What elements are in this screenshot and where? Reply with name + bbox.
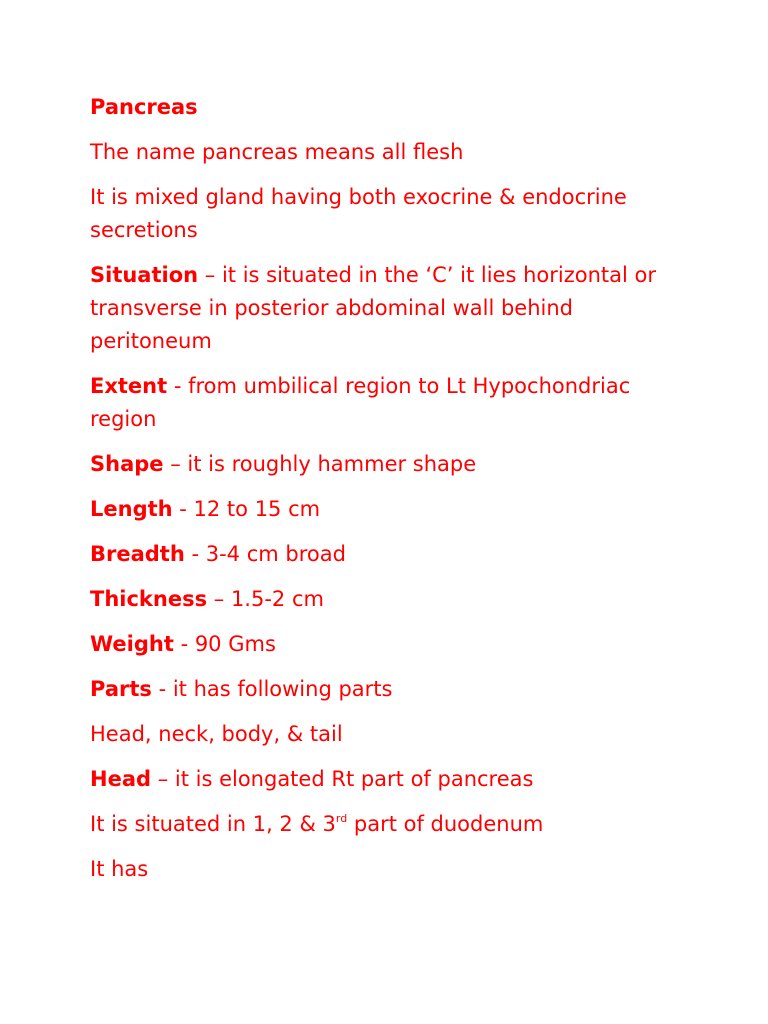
- shape-label: Shape: [90, 452, 164, 476]
- document-title: Pancreas: [90, 95, 198, 119]
- parts-text: - it has following parts: [151, 677, 393, 701]
- head-label: Head: [90, 767, 152, 791]
- weight-text: - 90 Gms: [173, 632, 276, 656]
- situation-label: Situation: [90, 263, 199, 287]
- extent-text: - from umbilical region to Lt Hypochondriac region: [90, 374, 631, 431]
- paragraph-weight: [90, 628, 700, 661]
- document-body: [90, 91, 700, 898]
- duodenum-superscript: rd: [335, 812, 348, 825]
- paragraph-it-has: It has: [90, 857, 149, 881]
- parts-label: Parts: [90, 677, 152, 701]
- paragraph-extent: [90, 370, 700, 436]
- paragraph-thickness: [90, 583, 700, 616]
- paragraph-breadth: [90, 538, 700, 571]
- length-label: Length: [90, 497, 173, 521]
- paragraph-parts-list: Head, neck, body, & tail: [90, 722, 343, 746]
- weight-label: Weight: [90, 632, 174, 656]
- length-text: - 12 to 15 cm: [172, 497, 321, 521]
- paragraph-situation: [90, 259, 700, 358]
- thickness-label: Thickness: [90, 587, 208, 611]
- duodenum-text-after: part of duodenum: [347, 812, 544, 836]
- paragraph-shape: [90, 448, 700, 481]
- thickness-text: – 1.5-2 cm: [207, 587, 324, 611]
- duodenum-text-before: It is situated in 1, 2 & 3: [90, 812, 336, 836]
- paragraph-name-meaning: The name pancreas means all flesh: [90, 140, 464, 164]
- paragraph-duodenum: [90, 808, 700, 841]
- paragraph-parts: [90, 673, 700, 706]
- extent-label: Extent: [90, 374, 168, 398]
- paragraph-head: [90, 763, 700, 796]
- situation-text: – it is situated in the ‘C’ it lies horizontal or transverse in posterior abdominal wall behind peritoneum: [90, 263, 656, 353]
- breadth-label: Breadth: [90, 542, 185, 566]
- paragraph-length: [90, 493, 700, 526]
- shape-text: – it is roughly hammer shape: [163, 452, 477, 476]
- breadth-text: - 3-4 cm broad: [184, 542, 346, 566]
- head-text: – it is elongated Rt part of pancreas: [151, 767, 534, 791]
- paragraph-gland-type: It is mixed gland having both exocrine & endocrine secretions: [90, 185, 627, 242]
